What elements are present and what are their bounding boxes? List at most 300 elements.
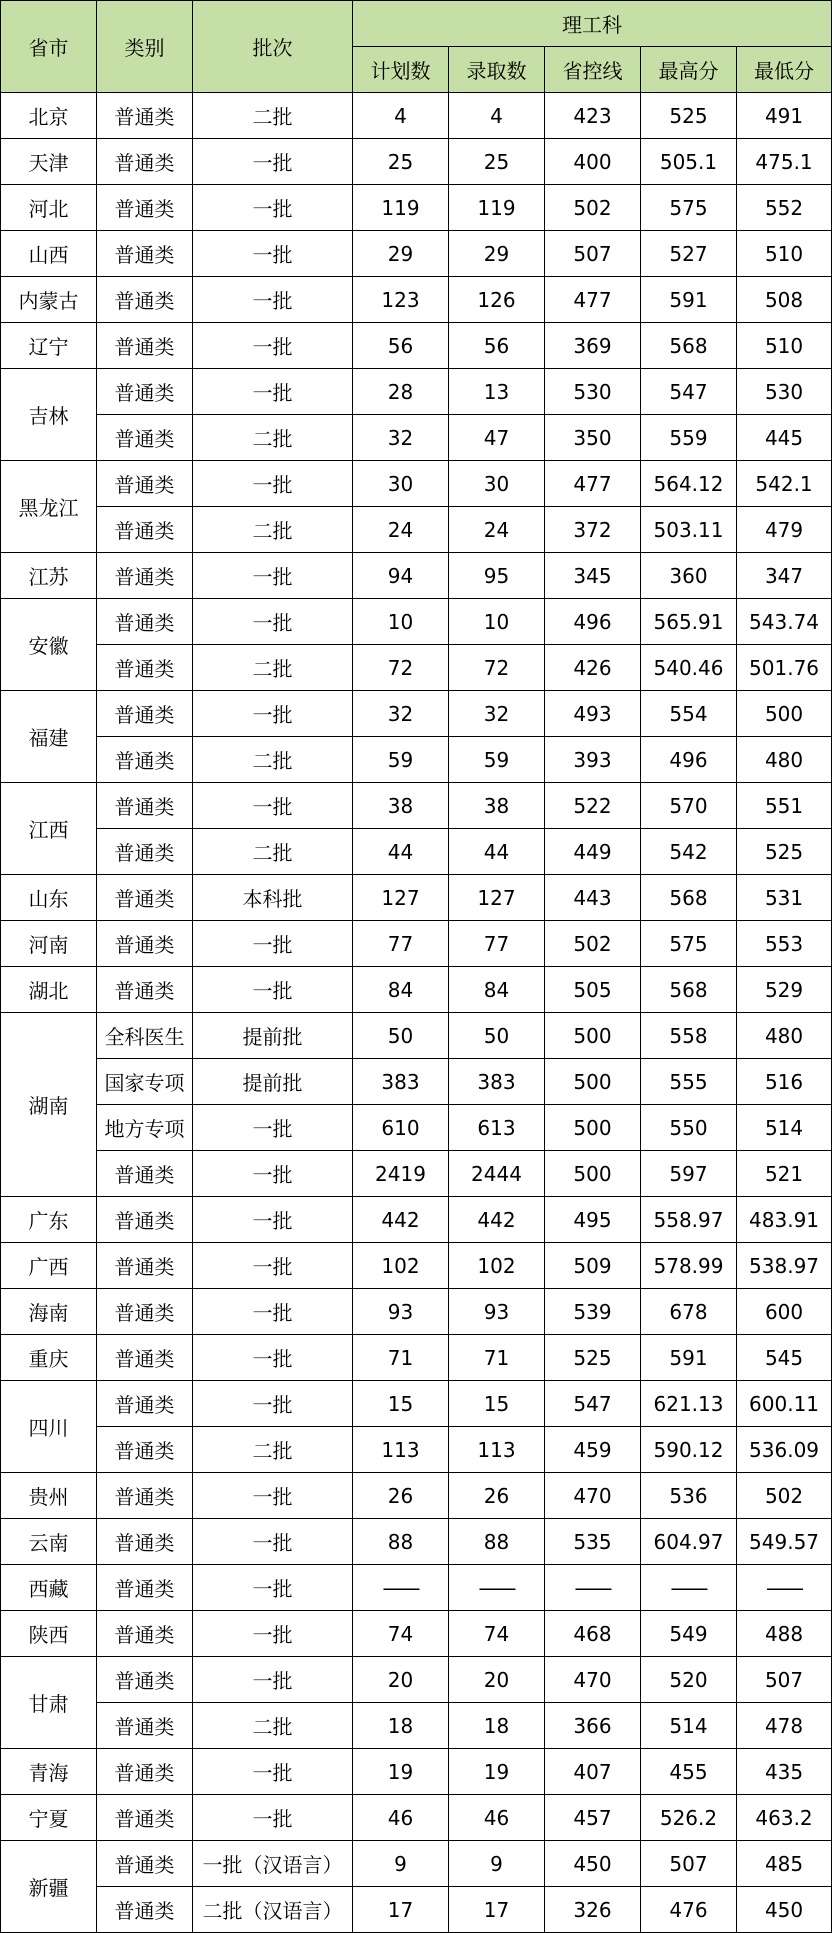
admitted-count-cell: 46 [449, 1795, 545, 1841]
province-cell: 青海 [1, 1749, 97, 1795]
category-cell: 普通类 [97, 1703, 193, 1749]
batch-cell: 一批 [193, 1611, 353, 1657]
control-line-cell: 393 [545, 737, 641, 783]
highest-score-cell: 590.12 [641, 1427, 737, 1473]
batch-cell: 一批 [193, 921, 353, 967]
highest-score-cell: 455 [641, 1749, 737, 1795]
admitted-count-cell: 20 [449, 1657, 545, 1703]
category-cell: 普通类 [97, 1887, 193, 1933]
lowest-score-cell: 501.76 [737, 645, 832, 691]
highest-score-cell: 604.97 [641, 1519, 737, 1565]
province-cell: 新疆 [1, 1841, 97, 1933]
batch-cell: 二批 [193, 415, 353, 461]
table-row [1, 829, 832, 875]
province-cell: 广西 [1, 1243, 97, 1289]
table-row [1, 1335, 832, 1381]
control-line-cell: 477 [545, 277, 641, 323]
batch-cell: 一批 [193, 1335, 353, 1381]
highest-score-cell: 564.12 [641, 461, 737, 507]
batch-cell: 一批 [193, 139, 353, 185]
category-cell: 普通类 [97, 415, 193, 461]
lowest-score-cell: 553 [737, 921, 832, 967]
admitted-count-cell: 47 [449, 415, 545, 461]
plan-count-cell: 30 [353, 461, 449, 507]
category-cell: 普通类 [97, 323, 193, 369]
control-line-cell: 525 [545, 1335, 641, 1381]
plan-count-cell: 24 [353, 507, 449, 553]
highest-score-cell: 570 [641, 783, 737, 829]
plan-count-cell: 93 [353, 1289, 449, 1335]
admitted-count-cell: 119 [449, 185, 545, 231]
control-line-cell: 507 [545, 231, 641, 277]
control-line-cell: 547 [545, 1381, 641, 1427]
category-cell: 普通类 [97, 1611, 193, 1657]
lowest-score-cell: 510 [737, 323, 832, 369]
province-cell: 河南 [1, 921, 97, 967]
highest-score-cell: 565.91 [641, 599, 737, 645]
lowest-score-cell: 478 [737, 1703, 832, 1749]
highest-score-cell: 550 [641, 1105, 737, 1151]
admitted-count-cell: 442 [449, 1197, 545, 1243]
highest-score-cell: 559 [641, 415, 737, 461]
control-line-cell: 505 [545, 967, 641, 1013]
table-row [1, 1289, 832, 1335]
control-line-cell: 470 [545, 1473, 641, 1519]
batch-cell: 一批 [193, 1795, 353, 1841]
highest-score-cell: 496 [641, 737, 737, 783]
batch-cell: 二批 [193, 1427, 353, 1473]
lowest-score-header: 最低分 [737, 47, 832, 93]
table-row [1, 691, 832, 737]
batch-cell: 一批 [193, 1749, 353, 1795]
category-cell: 普通类 [97, 1657, 193, 1703]
table-row [1, 231, 832, 277]
table-row [1, 1105, 832, 1151]
plan-count-cell: 4 [353, 93, 449, 139]
table-row [1, 1427, 832, 1473]
table-row [1, 1473, 832, 1519]
batch-cell: 一批 [193, 1519, 353, 1565]
batch-cell: 一批 [193, 1657, 353, 1703]
highest-score-cell: —— [641, 1565, 737, 1611]
admitted-count-cell: 127 [449, 875, 545, 921]
batch-cell: 一批 [193, 967, 353, 1013]
lowest-score-cell: 347 [737, 553, 832, 599]
batch-cell: 一批 [193, 231, 353, 277]
control-line-cell: 326 [545, 1887, 641, 1933]
highest-score-cell: 540.46 [641, 645, 737, 691]
batch-cell: 提前批 [193, 1059, 353, 1105]
admitted-count-cell: 19 [449, 1749, 545, 1795]
highest-score-cell: 578.99 [641, 1243, 737, 1289]
admitted-count-cell: 4 [449, 93, 545, 139]
admitted-count-cell: 10 [449, 599, 545, 645]
plan-count-cell: 9 [353, 1841, 449, 1887]
category-cell: 普通类 [97, 139, 193, 185]
plan-count-cell: 25 [353, 139, 449, 185]
table-row [1, 1565, 832, 1611]
plan-count-cell: 15 [353, 1381, 449, 1427]
batch-cell: 一批 [193, 461, 353, 507]
plan-count-cell: 102 [353, 1243, 449, 1289]
plan-count-cell: 84 [353, 967, 449, 1013]
table-row [1, 599, 832, 645]
lowest-score-cell: 542.1 [737, 461, 832, 507]
category-cell: 普通类 [97, 185, 193, 231]
admitted-count-cell: 26 [449, 1473, 545, 1519]
table-row [1, 139, 832, 185]
lowest-score-cell: 450 [737, 1887, 832, 1933]
plan-count-cell: 94 [353, 553, 449, 599]
table-row [1, 553, 832, 599]
batch-cell: 一批 [193, 599, 353, 645]
control-line-cell: 509 [545, 1243, 641, 1289]
table-row [1, 1749, 832, 1795]
province-cell: 黑龙江 [1, 461, 97, 553]
plan-count-cell: 383 [353, 1059, 449, 1105]
province-header: 省市 [1, 1, 97, 93]
highest-score-cell: 554 [641, 691, 737, 737]
highest-score-cell: 503.11 [641, 507, 737, 553]
table-row [1, 1151, 832, 1197]
control-line-cell: 369 [545, 323, 641, 369]
category-cell: 普通类 [97, 829, 193, 875]
control-line-header: 省控线 [545, 47, 641, 93]
batch-cell: 一批 [193, 783, 353, 829]
category-cell: 普通类 [97, 277, 193, 323]
province-cell: 内蒙古 [1, 277, 97, 323]
batch-cell: 二批 [193, 1703, 353, 1749]
control-line-cell: 407 [545, 1749, 641, 1795]
province-cell: 安徽 [1, 599, 97, 691]
admitted-count-cell: 13 [449, 369, 545, 415]
highest-score-cell: 360 [641, 553, 737, 599]
batch-cell: 一批 [193, 1565, 353, 1611]
category-cell: 普通类 [97, 737, 193, 783]
batch-cell: 提前批 [193, 1013, 353, 1059]
admitted-count-cell: 74 [449, 1611, 545, 1657]
lowest-score-cell: 530 [737, 369, 832, 415]
table-row [1, 921, 832, 967]
lowest-score-cell: 480 [737, 737, 832, 783]
category-cell: 普通类 [97, 1473, 193, 1519]
admitted-count-cell: 56 [449, 323, 545, 369]
admitted-count-cell: 126 [449, 277, 545, 323]
highest-score-cell: 542 [641, 829, 737, 875]
control-line-cell: 522 [545, 783, 641, 829]
category-cell: 普通类 [97, 93, 193, 139]
control-line-cell: 400 [545, 139, 641, 185]
highest-score-cell: 558 [641, 1013, 737, 1059]
plan-count-cell: 10 [353, 599, 449, 645]
plan-count-cell: 119 [353, 185, 449, 231]
lowest-score-cell: 551 [737, 783, 832, 829]
table-row [1, 1013, 832, 1059]
table-row [1, 737, 832, 783]
province-cell: 云南 [1, 1519, 97, 1565]
admitted-count-cell: 30 [449, 461, 545, 507]
admitted-count-cell: 71 [449, 1335, 545, 1381]
control-line-cell: —— [545, 1565, 641, 1611]
batch-cell: 一批 [193, 691, 353, 737]
table-row [1, 1887, 832, 1933]
province-cell: 西藏 [1, 1565, 97, 1611]
batch-cell: 二批 [193, 645, 353, 691]
control-line-cell: 426 [545, 645, 641, 691]
highest-score-cell: 621.13 [641, 1381, 737, 1427]
table-row [1, 93, 832, 139]
category-cell: 普通类 [97, 599, 193, 645]
lowest-score-cell: 600 [737, 1289, 832, 1335]
plan-count-cell: 32 [353, 691, 449, 737]
table-row [1, 1611, 832, 1657]
category-cell: 普通类 [97, 507, 193, 553]
highest-score-cell: 678 [641, 1289, 737, 1335]
admitted-count-cell: 38 [449, 783, 545, 829]
batch-cell: 一批（汉语言） [193, 1841, 353, 1887]
table-row [1, 185, 832, 231]
province-cell: 四川 [1, 1381, 97, 1473]
category-cell: 普通类 [97, 1795, 193, 1841]
control-line-cell: 350 [545, 415, 641, 461]
province-cell: 吉林 [1, 369, 97, 461]
plan-count-cell: 56 [353, 323, 449, 369]
plan-count-cell: 74 [353, 1611, 449, 1657]
highest-score-cell: 547 [641, 369, 737, 415]
lowest-score-cell: 531 [737, 875, 832, 921]
category-cell: 普通类 [97, 967, 193, 1013]
category-cell: 普通类 [97, 1243, 193, 1289]
batch-cell: 二批（汉语言） [193, 1887, 353, 1933]
control-line-cell: 459 [545, 1427, 641, 1473]
lowest-score-cell: 536.09 [737, 1427, 832, 1473]
control-line-cell: 500 [545, 1013, 641, 1059]
lowest-score-cell: 491 [737, 93, 832, 139]
plan-count-cell: 2419 [353, 1151, 449, 1197]
lowest-score-cell: 549.57 [737, 1519, 832, 1565]
admitted-count-cell: 77 [449, 921, 545, 967]
highest-score-cell: 568 [641, 967, 737, 1013]
admitted-count-cell: 84 [449, 967, 545, 1013]
highest-score-cell: 525 [641, 93, 737, 139]
plan-count-cell: 44 [353, 829, 449, 875]
table-row [1, 323, 832, 369]
highest-score-cell: 536 [641, 1473, 737, 1519]
science-group-header: 理工科 [353, 1, 832, 47]
highest-score-cell: 591 [641, 277, 737, 323]
highest-score-cell: 520 [641, 1657, 737, 1703]
category-cell: 普通类 [97, 1841, 193, 1887]
province-cell: 天津 [1, 139, 97, 185]
table-row [1, 507, 832, 553]
category-cell: 普通类 [97, 645, 193, 691]
province-cell: 江苏 [1, 553, 97, 599]
table-row [1, 415, 832, 461]
category-cell: 全科医生 [97, 1013, 193, 1059]
lowest-score-cell: 600.11 [737, 1381, 832, 1427]
plan-count-cell: 29 [353, 231, 449, 277]
control-line-cell: 477 [545, 461, 641, 507]
plan-count-cell: 46 [353, 1795, 449, 1841]
highest-score-cell: 507 [641, 1841, 737, 1887]
table-row [1, 1703, 832, 1749]
table-row [1, 1197, 832, 1243]
batch-header: 批次 [193, 1, 353, 93]
category-cell: 地方专项 [97, 1105, 193, 1151]
lowest-score-cell: 507 [737, 1657, 832, 1703]
plan-count-cell: 38 [353, 783, 449, 829]
admitted-count-cell: 44 [449, 829, 545, 875]
highest-score-cell: 527 [641, 231, 737, 277]
plan-count-cell: 77 [353, 921, 449, 967]
table-row [1, 1243, 832, 1289]
highest-score-cell: 575 [641, 921, 737, 967]
category-cell: 普通类 [97, 1519, 193, 1565]
batch-cell: 一批 [193, 1289, 353, 1335]
plan-count-cell: 72 [353, 645, 449, 691]
table-row [1, 1657, 832, 1703]
plan-count-cell: 123 [353, 277, 449, 323]
control-line-cell: 496 [545, 599, 641, 645]
control-line-cell: 502 [545, 921, 641, 967]
lowest-score-cell: 538.97 [737, 1243, 832, 1289]
province-cell: 河北 [1, 185, 97, 231]
lowest-score-cell: 545 [737, 1335, 832, 1381]
plan-count-cell: 32 [353, 415, 449, 461]
batch-cell: 一批 [193, 1243, 353, 1289]
control-line-cell: 493 [545, 691, 641, 737]
category-cell: 普通类 [97, 1197, 193, 1243]
plan-count-cell: —— [353, 1565, 449, 1611]
plan-count-cell: 88 [353, 1519, 449, 1565]
table-row [1, 369, 832, 415]
province-cell: 重庆 [1, 1335, 97, 1381]
admitted-count-header: 录取数 [449, 47, 545, 93]
plan-count-cell: 71 [353, 1335, 449, 1381]
batch-cell: 一批 [193, 1473, 353, 1519]
admitted-count-cell: 2444 [449, 1151, 545, 1197]
province-cell: 甘肃 [1, 1657, 97, 1749]
category-cell: 普通类 [97, 1565, 193, 1611]
table-row [1, 1519, 832, 1565]
category-cell: 普通类 [97, 783, 193, 829]
admitted-count-cell: 9 [449, 1841, 545, 1887]
highest-score-cell: 568 [641, 875, 737, 921]
table-header [1, 1, 832, 93]
highest-score-cell: 514 [641, 1703, 737, 1749]
batch-cell: 二批 [193, 737, 353, 783]
lowest-score-cell: 483.91 [737, 1197, 832, 1243]
plan-count-cell: 442 [353, 1197, 449, 1243]
lowest-score-cell: 435 [737, 1749, 832, 1795]
category-cell: 普通类 [97, 1151, 193, 1197]
category-header: 类别 [97, 1, 193, 93]
admitted-count-cell: 95 [449, 553, 545, 599]
admitted-count-cell: 383 [449, 1059, 545, 1105]
province-cell: 湖南 [1, 1013, 97, 1197]
lowest-score-cell: 510 [737, 231, 832, 277]
control-line-cell: 495 [545, 1197, 641, 1243]
batch-cell: 本科批 [193, 875, 353, 921]
lowest-score-cell: 508 [737, 277, 832, 323]
plan-count-cell: 50 [353, 1013, 449, 1059]
province-cell: 山西 [1, 231, 97, 277]
table-row [1, 1059, 832, 1105]
lowest-score-cell: —— [737, 1565, 832, 1611]
batch-cell: 一批 [193, 1197, 353, 1243]
lowest-score-cell: 552 [737, 185, 832, 231]
lowest-score-cell: 488 [737, 1611, 832, 1657]
category-cell: 普通类 [97, 1335, 193, 1381]
category-cell: 普通类 [97, 553, 193, 599]
plan-count-cell: 610 [353, 1105, 449, 1151]
highest-score-cell: 476 [641, 1887, 737, 1933]
province-cell: 贵州 [1, 1473, 97, 1519]
category-cell: 普通类 [97, 921, 193, 967]
control-line-cell: 345 [545, 553, 641, 599]
table-row [1, 1841, 832, 1887]
control-line-cell: 423 [545, 93, 641, 139]
plan-count-cell: 20 [353, 1657, 449, 1703]
province-cell: 江西 [1, 783, 97, 875]
province-cell: 北京 [1, 93, 97, 139]
highest-score-cell: 568 [641, 323, 737, 369]
admitted-count-cell: 88 [449, 1519, 545, 1565]
highest-score-cell: 555 [641, 1059, 737, 1105]
plan-count-cell: 59 [353, 737, 449, 783]
table-row [1, 645, 832, 691]
table-row [1, 277, 832, 323]
admitted-count-cell: 32 [449, 691, 545, 737]
lowest-score-cell: 479 [737, 507, 832, 553]
control-line-cell: 530 [545, 369, 641, 415]
province-cell: 山东 [1, 875, 97, 921]
lowest-score-cell: 502 [737, 1473, 832, 1519]
province-cell: 宁夏 [1, 1795, 97, 1841]
category-cell: 普通类 [97, 1289, 193, 1335]
control-line-cell: 500 [545, 1105, 641, 1151]
lowest-score-cell: 445 [737, 415, 832, 461]
control-line-cell: 449 [545, 829, 641, 875]
category-cell: 普通类 [97, 1381, 193, 1427]
batch-cell: 一批 [193, 323, 353, 369]
admitted-count-cell: 29 [449, 231, 545, 277]
category-cell: 普通类 [97, 691, 193, 737]
admitted-count-cell: 102 [449, 1243, 545, 1289]
highest-score-cell: 558.97 [641, 1197, 737, 1243]
admitted-count-cell: 15 [449, 1381, 545, 1427]
batch-cell: 一批 [193, 1381, 353, 1427]
plan-count-cell: 113 [353, 1427, 449, 1473]
batch-cell: 二批 [193, 93, 353, 139]
lowest-score-cell: 529 [737, 967, 832, 1013]
admitted-count-cell: —— [449, 1565, 545, 1611]
lowest-score-cell: 516 [737, 1059, 832, 1105]
table-row [1, 967, 832, 1013]
lowest-score-cell: 475.1 [737, 139, 832, 185]
plan-count-cell: 28 [353, 369, 449, 415]
batch-cell: 一批 [193, 185, 353, 231]
admitted-count-cell: 25 [449, 139, 545, 185]
highest-score-cell: 591 [641, 1335, 737, 1381]
plan-count-cell: 17 [353, 1887, 449, 1933]
control-line-cell: 468 [545, 1611, 641, 1657]
admitted-count-cell: 613 [449, 1105, 545, 1151]
lowest-score-cell: 480 [737, 1013, 832, 1059]
lowest-score-cell: 525 [737, 829, 832, 875]
province-cell: 辽宁 [1, 323, 97, 369]
category-cell: 普通类 [97, 369, 193, 415]
